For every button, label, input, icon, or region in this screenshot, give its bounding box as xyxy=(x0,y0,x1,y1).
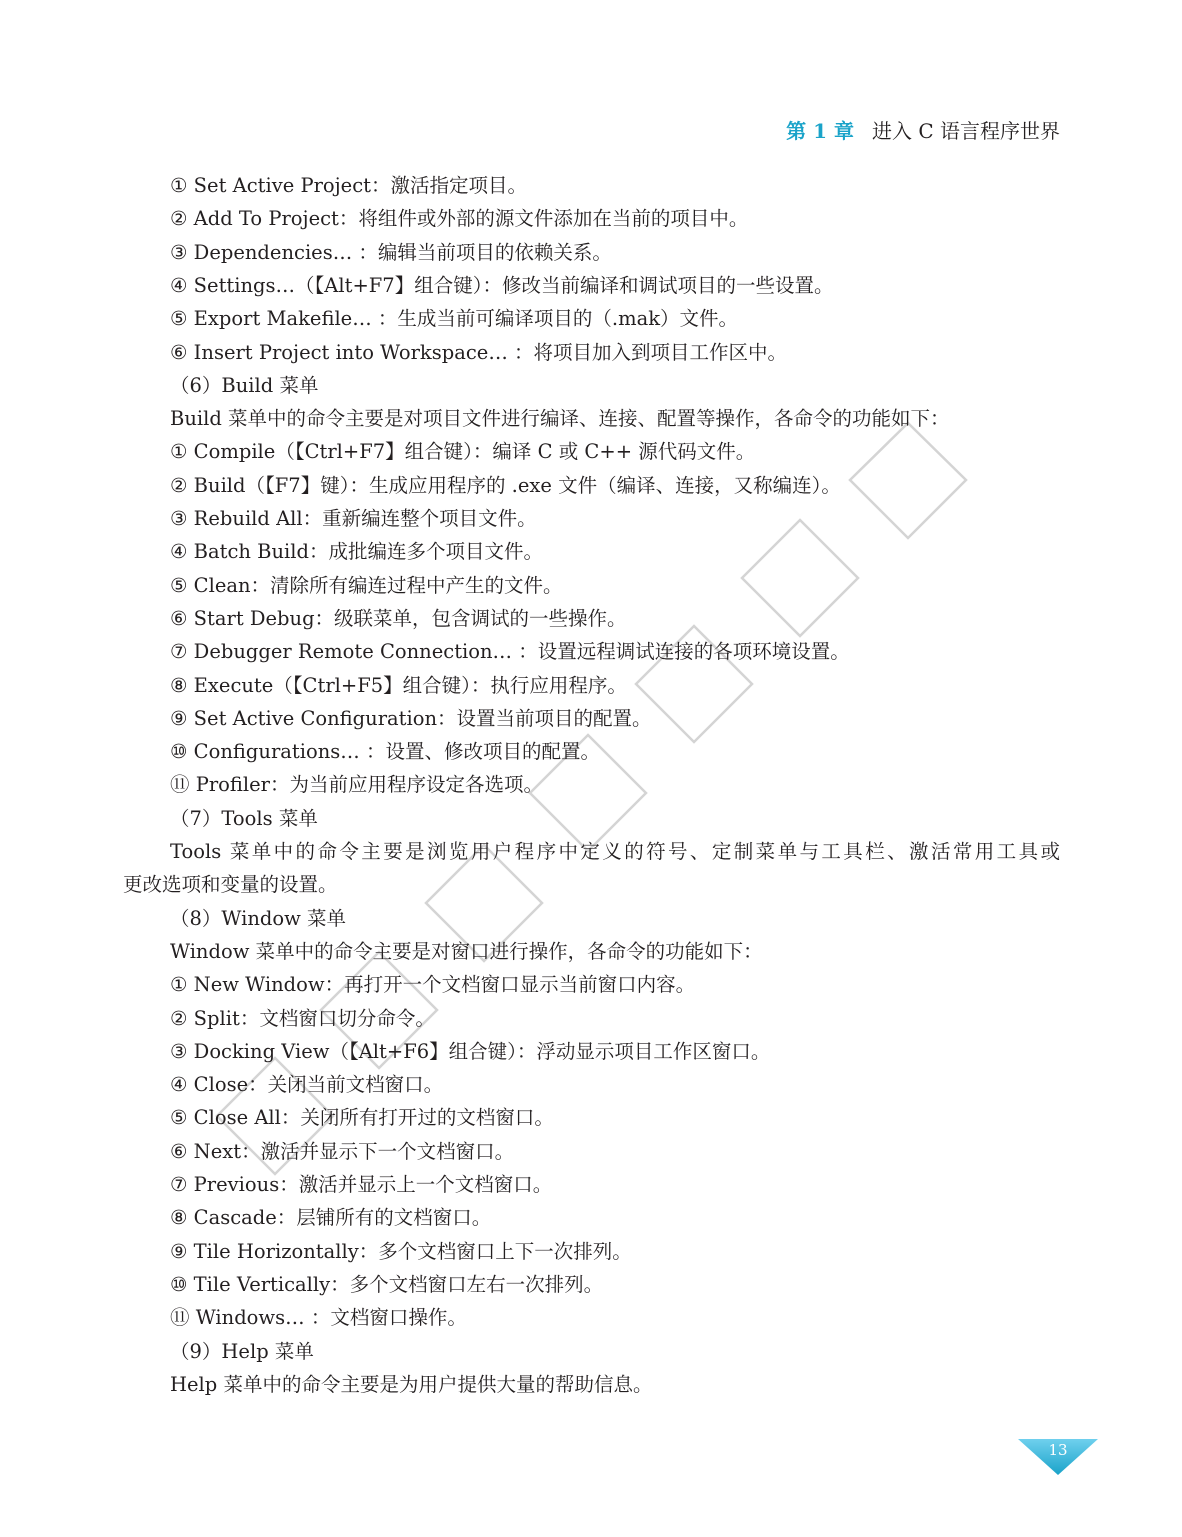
section-heading: （7）Tools 菜单 xyxy=(170,806,318,830)
text-line: Tools 菜单中的命令主要是浏览用户程序中定义的符号、定制菜单与工具栏、激活常用工具或 xyxy=(170,840,1060,863)
page-number: 13 xyxy=(1048,1441,1068,1459)
text-line: ⑥ Insert Project into Workspace… ：将项目加入到项目工作区中。 xyxy=(170,340,788,364)
text-line: ② Build（【F7】键）：生成应用程序的 .exe 文件（编译、连接，又称编连）。 xyxy=(170,473,841,497)
text-line: ⑤ Clean：清除所有编连过程中产生的文件。 xyxy=(170,573,563,597)
running-header xyxy=(786,115,1060,144)
text-line: ④ Batch Build：成批编连多个项目文件。 xyxy=(170,540,543,564)
text-line: ③ Rebuild All：重新编连整个项目文件。 xyxy=(170,507,537,530)
text-line: ⑤ Export Makefile… ：生成当前可编译项目的（.mak）文件。 xyxy=(170,307,739,331)
text-line: ⑦ Debugger Remote Connection… ：设置远程调试连接的各项环境设置。 xyxy=(170,640,850,664)
text-line: ⑧ Cascade：层铺所有的文档窗口。 xyxy=(170,1206,492,1230)
text-line: ⑥ Start Debug：级联菜单，包含调试的一些操作。 xyxy=(170,606,627,630)
text-line: ⑧ Execute（【Ctrl+F5】组合键）：执行应用程序。 xyxy=(170,673,627,697)
text-line: Build 菜单中的命令主要是对项目文件进行编译、连接、配置等操作，各命令的功能如下： xyxy=(170,407,950,431)
text-line: ⑥ Next：激活并显示下一个文档窗口。 xyxy=(170,1139,515,1163)
text-line: ⑦ Previous：激活并显示上一个文档窗口。 xyxy=(170,1173,553,1196)
section-heading: （6）Build 菜单 xyxy=(170,373,319,397)
chapter-title: 进入 C 语言程序世界 xyxy=(871,119,1060,143)
watermark-diamond xyxy=(850,423,966,538)
text-line: Window 菜单中的命令主要是对窗口进行操作，各命令的功能如下： xyxy=(170,939,763,963)
text-line: ② Split：文档窗口切分命令。 xyxy=(170,1006,435,1030)
text-line: 更改选项和变量的设置。 xyxy=(123,873,338,897)
text-line: ④ Close：关闭当前文档窗口。 xyxy=(170,1073,444,1097)
text-line: ④ Settings…（【Alt+F7】组合键）：修改当前编译和调试项目的一些设置。 xyxy=(170,273,834,297)
text-line: ⑪ Profiler：为当前应用程序设定各选项。 xyxy=(170,773,543,797)
section-heading: （9）Help 菜单 xyxy=(170,1339,314,1363)
section-heading: （8）Window 菜单 xyxy=(170,906,347,930)
text-line: ① Compile（【Ctrl+F7】组合键）：编译 C 或 C++ 源代码文件。 xyxy=(170,440,756,464)
text-line: ⑨ Set Active Configuration：设置当前项目的配置。 xyxy=(170,706,652,730)
text-line: Help 菜单中的命令主要是为用户提供大量的帮助信息。 xyxy=(170,1372,653,1396)
text-line: ① Set Active Project：激活指定项目。 xyxy=(170,174,527,197)
text-line: ⑤ Close All：关闭所有打开过的文档窗口。 xyxy=(170,1106,554,1130)
text-line: ② Add To Project：将组件或外部的源文件添加在当前的项目中。 xyxy=(170,207,749,231)
text-line: ① New Window：再打开一个文档窗口显示当前窗口内容。 xyxy=(170,973,696,997)
text-line: ③ Docking View（【Alt+F6】组合键）：浮动显示项目工作区窗口。 xyxy=(170,1039,771,1063)
text-line: ⑩ Tile Vertically：多个文档窗口左右一次排列。 xyxy=(170,1272,604,1296)
watermark-diamond xyxy=(742,520,858,636)
text-line: ③ Dependencies… ：编辑当前项目的依赖关系。 xyxy=(170,240,612,264)
text-line: ⑪ Windows… ：文档窗口操作。 xyxy=(170,1306,467,1330)
chapter-number: 第 1 章 xyxy=(786,119,854,143)
text-line: ⑩ Configurations… ：设置、修改项目的配置。 xyxy=(170,740,600,764)
page-number-badge xyxy=(1018,1437,1098,1477)
text-line: ⑨ Tile Horizontally：多个文档窗口上下一次排列。 xyxy=(170,1239,632,1263)
